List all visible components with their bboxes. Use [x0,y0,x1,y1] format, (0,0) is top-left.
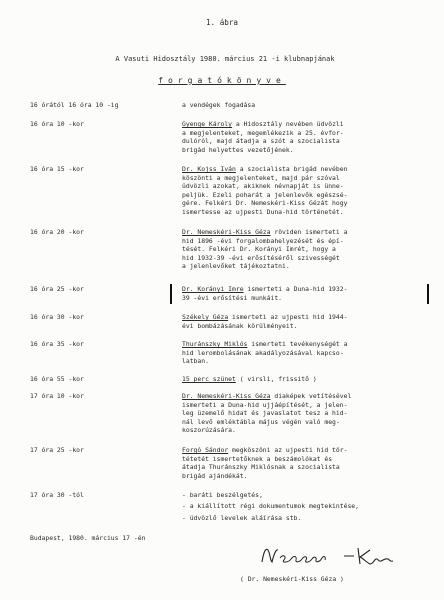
schedule-desc [182,392,430,435]
schedule-time: 17 óra 10 -kor [30,392,84,400]
schedule-desc [182,375,430,384]
schedule-desc [182,285,430,302]
schedule-desc [182,446,430,480]
margin-mark-right [427,284,429,304]
schedule-time: 16 óra 35 -kor [30,340,84,348]
schedule-desc [182,491,430,500]
closing-item: - a kiállított régi dokumentumok megtekintése, [182,502,359,510]
schedule-time: 16 óra 10 -kor [30,120,84,128]
margin-mark-left [170,284,172,304]
schedule-text: a vendégek fogadása [182,101,256,109]
schedule-time: 16 óra 20 -kor [30,228,84,236]
schedule-desc [182,120,430,154]
schedule-desc [182,340,430,366]
schedule-text: megköszöni az ujpesti hid tör- tétetét ismertetőknek a beszámolókat és átadja Thuránszky Miklósnak a szocialista brigád ajándékát. [182,446,348,480]
schedule-time: 16 óra 15 -kor [30,165,84,173]
speaker-name: Dr. Nemeskéri-Kiss Géza [182,392,271,400]
speaker-name: Székely Géza [182,313,229,321]
schedule-text: - baráti beszélgetés, [182,491,263,499]
schedule-desc [182,228,430,271]
place-date: Budapest, 1980. március 17 -én [30,534,146,542]
schedule-time: 17 óra 30 -tól [30,491,84,499]
document-title: forgatókönyve [158,76,286,85]
document-header: A Vasuti Hidosztály 1980. március 21 -i klubnapjának [115,55,335,63]
speaker-name: 15 perc szünet [182,375,236,383]
schedule-time: 16 óra 30 -kor [30,313,84,321]
schedule-desc [182,165,430,217]
speaker-name: Dr. Nemeskéri-Kiss Géza [182,228,271,236]
signature-name: ( Dr. Nemeskéri-Kiss Géza ) [240,575,344,583]
schedule-text: a Hidosztály nevében üdvözli a megjelenteket, megemlékezik a 25. évfor- dulóról, majd átadja a szót a szocialista brigád helyettes vezetőjének. [182,120,344,154]
speaker-name: Forgó Sándor [182,446,229,454]
schedule-text: ismerteti tevékenységét a hid lerombolásának akadályozásával kapcso- latban. [182,340,348,366]
schedule-text: ( virsli, frissitő ) [235,375,317,383]
schedule-desc [182,101,430,110]
speaker-name: Gyenge Károly [182,120,233,128]
schedule-time: 17 óra 25 -kor [30,446,84,454]
schedule-text: diaképek vetítésével ismerteti a Duna-hid ujjáépítését, a jelen- leg üzemelő hidat és javaslatot tesz a hid- nál levő emléktábla május végén való meg- koszorúzására. [182,392,352,435]
closing-item: - üdvözlő levelek aláírása stb. [182,514,302,522]
speaker-name: Dr. Kojss Iván [182,165,236,173]
schedule-time: 16 óra 25 -kor [30,285,84,293]
handwritten-signature [258,544,398,568]
schedule-text: a szocialista brigád nevében köszönti a megjelenteket, majd pár szóval üdvözli azokat, akiknek névnapját is ünne- peljük. Ezeli poharát a jelenlevők egészsé- gére. Felkéri Dr. Nemeskéri-Kiss Gézát hogy ismertesse az ujpesti Duna-hid történetét. [182,165,348,216]
schedule-text: röviden ismerteti a hid 1896 -évi forgalombahelyezését és épí- tését. Felkéri Dr. Korányi Imrét, hogy a hid 1932-39 -évi erősítéséről szivességét a jelenlevőket tájékoztatni. [182,228,348,271]
schedule-text: ismerteti az ujpesti hid 1944- évi bombázásának körülményeit. [182,313,348,330]
schedule-desc [182,313,430,330]
schedule-time: 16 óra 55 -kor [30,375,84,383]
schedule-time: 16 órától 16 óra 10 -ig [30,101,119,109]
figure-label: 1. ábra [205,18,238,27]
closing-list [182,500,422,524]
speaker-name: Dr. Korányi Imre [182,285,244,293]
speaker-name: Thuránszky Miklós [182,340,248,348]
schedule-text: ismerteti a Duna-hid 1932- 39 -évi erősítési munkáit. [182,285,348,302]
